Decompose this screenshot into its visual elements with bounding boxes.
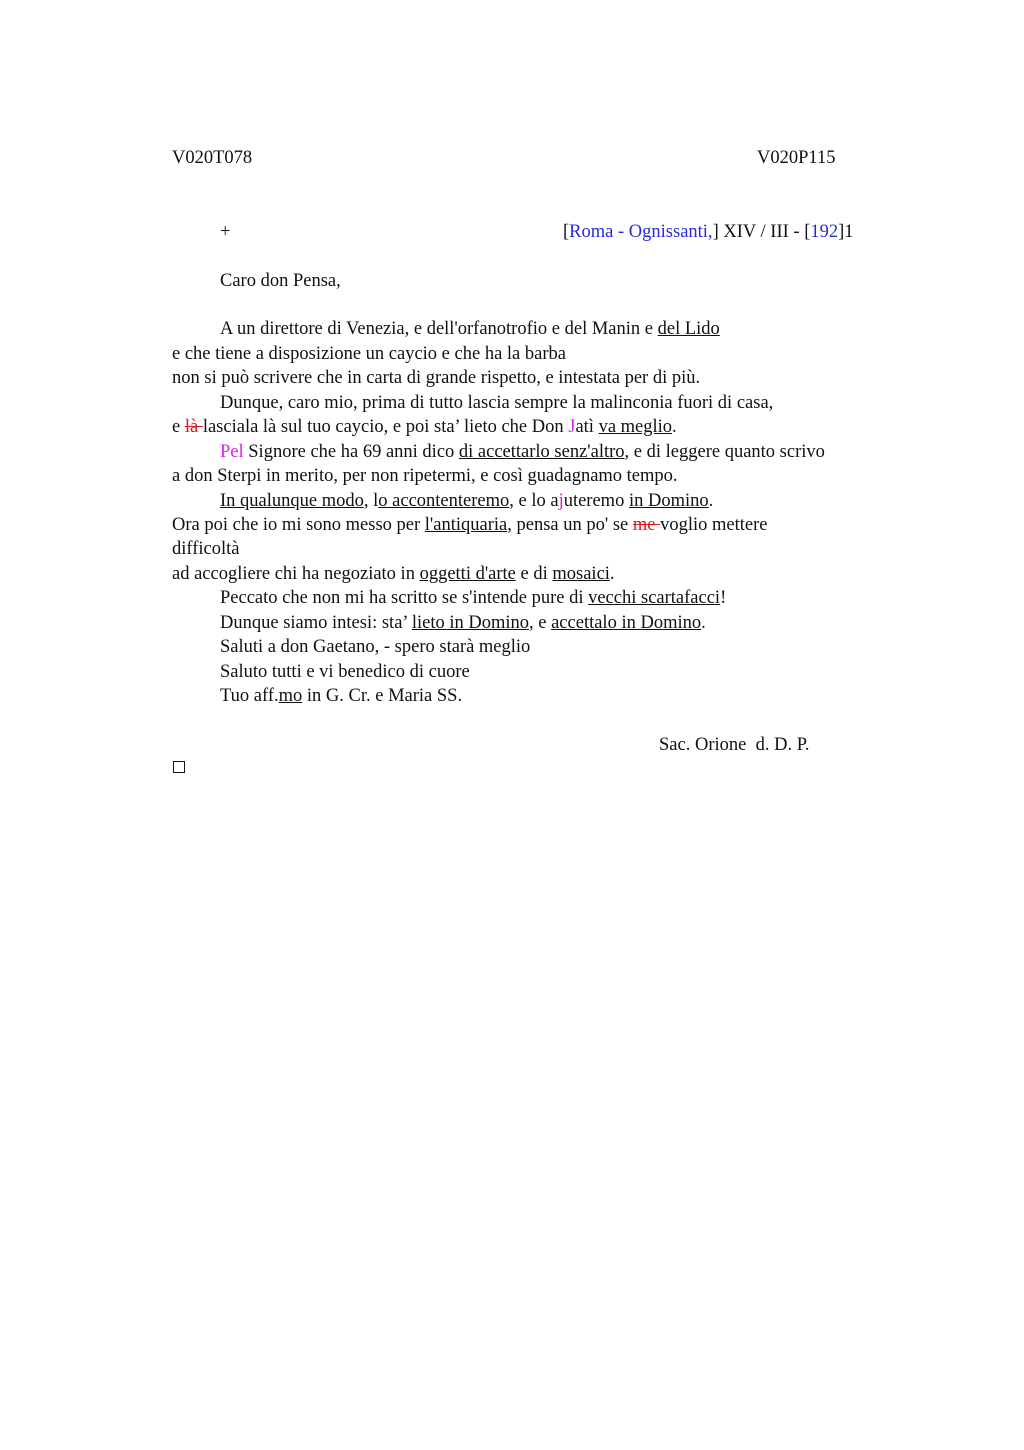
body-line-7: a don Sterpi in merito, per non ripetermi, e così guadagnamo tempo. [172, 466, 678, 486]
signature: Sac. Orione d. D. P. [659, 735, 810, 755]
salutation: Caro don Pensa, [220, 271, 341, 291]
closing-line: Tuo aff.mo in G. Cr. e Maria SS. [220, 686, 463, 706]
body-line-14: Saluti a don Gaetano, - spero starà meglio [220, 637, 531, 657]
body-line-10: difficoltà [172, 539, 240, 559]
body-line-2: e che tiene a disposizione un caycio e che ha la barba [172, 344, 566, 364]
body-line-4: Dunque, caro mio, prima di tutto lascia sempre la malinconia fuori di casa, [220, 393, 774, 413]
right-document-code: V020P115 [757, 148, 836, 168]
body-line-1: A un direttore di Venezia, e dell'orfanotrofio e del Manin e del Lido [220, 319, 720, 339]
deleted-text: là [184, 417, 203, 437]
body-line-11: ad accogliere chi ha negoziato in oggetti d'arte e di mosaici. [172, 564, 615, 584]
body-line-12: Peccato che non mi ha scritto se s'intende pure di vecchi scartafacci! [220, 588, 727, 608]
place-ognissanti: Ognissanti, [628, 222, 713, 242]
body-line-6: Pel Signore che ha 69 anni dico di accettarlo senz'altro, e di leggere quanto scrivo [220, 442, 825, 462]
body-line-5: e là lasciala là sul tuo caycio, e poi sta’ lieto che Don Jatì va meglio. [172, 417, 677, 437]
deleted-text: me [632, 515, 661, 535]
year-bracketed: 192 [810, 222, 839, 242]
place-roma: Roma [569, 222, 614, 242]
body-line-13: Dunque siamo intesi: sta’ lieto in Domino, e accettalo in Domino. [220, 613, 706, 633]
body-line-9: Ora poi che io mi sono messo per l'antiquaria, pensa un po' se me voglio mettere [172, 515, 768, 535]
left-document-code: V020T078 [172, 148, 253, 168]
body-line-8: In qualunque modo, lo accontenteremo, e lo ajuteremo in Domino. [220, 491, 714, 511]
body-line-15: Saluto tutti e vi benedico di cuore [220, 662, 470, 682]
dateline: [Roma - Ognissanti,] XIV / III - [192]1 [563, 222, 854, 242]
cross-symbol: + [220, 222, 231, 242]
body-line-3: non si può scrivere che in carta di grande rispetto, e intestata per di più. [172, 368, 701, 388]
end-of-document-box-icon [173, 761, 185, 773]
